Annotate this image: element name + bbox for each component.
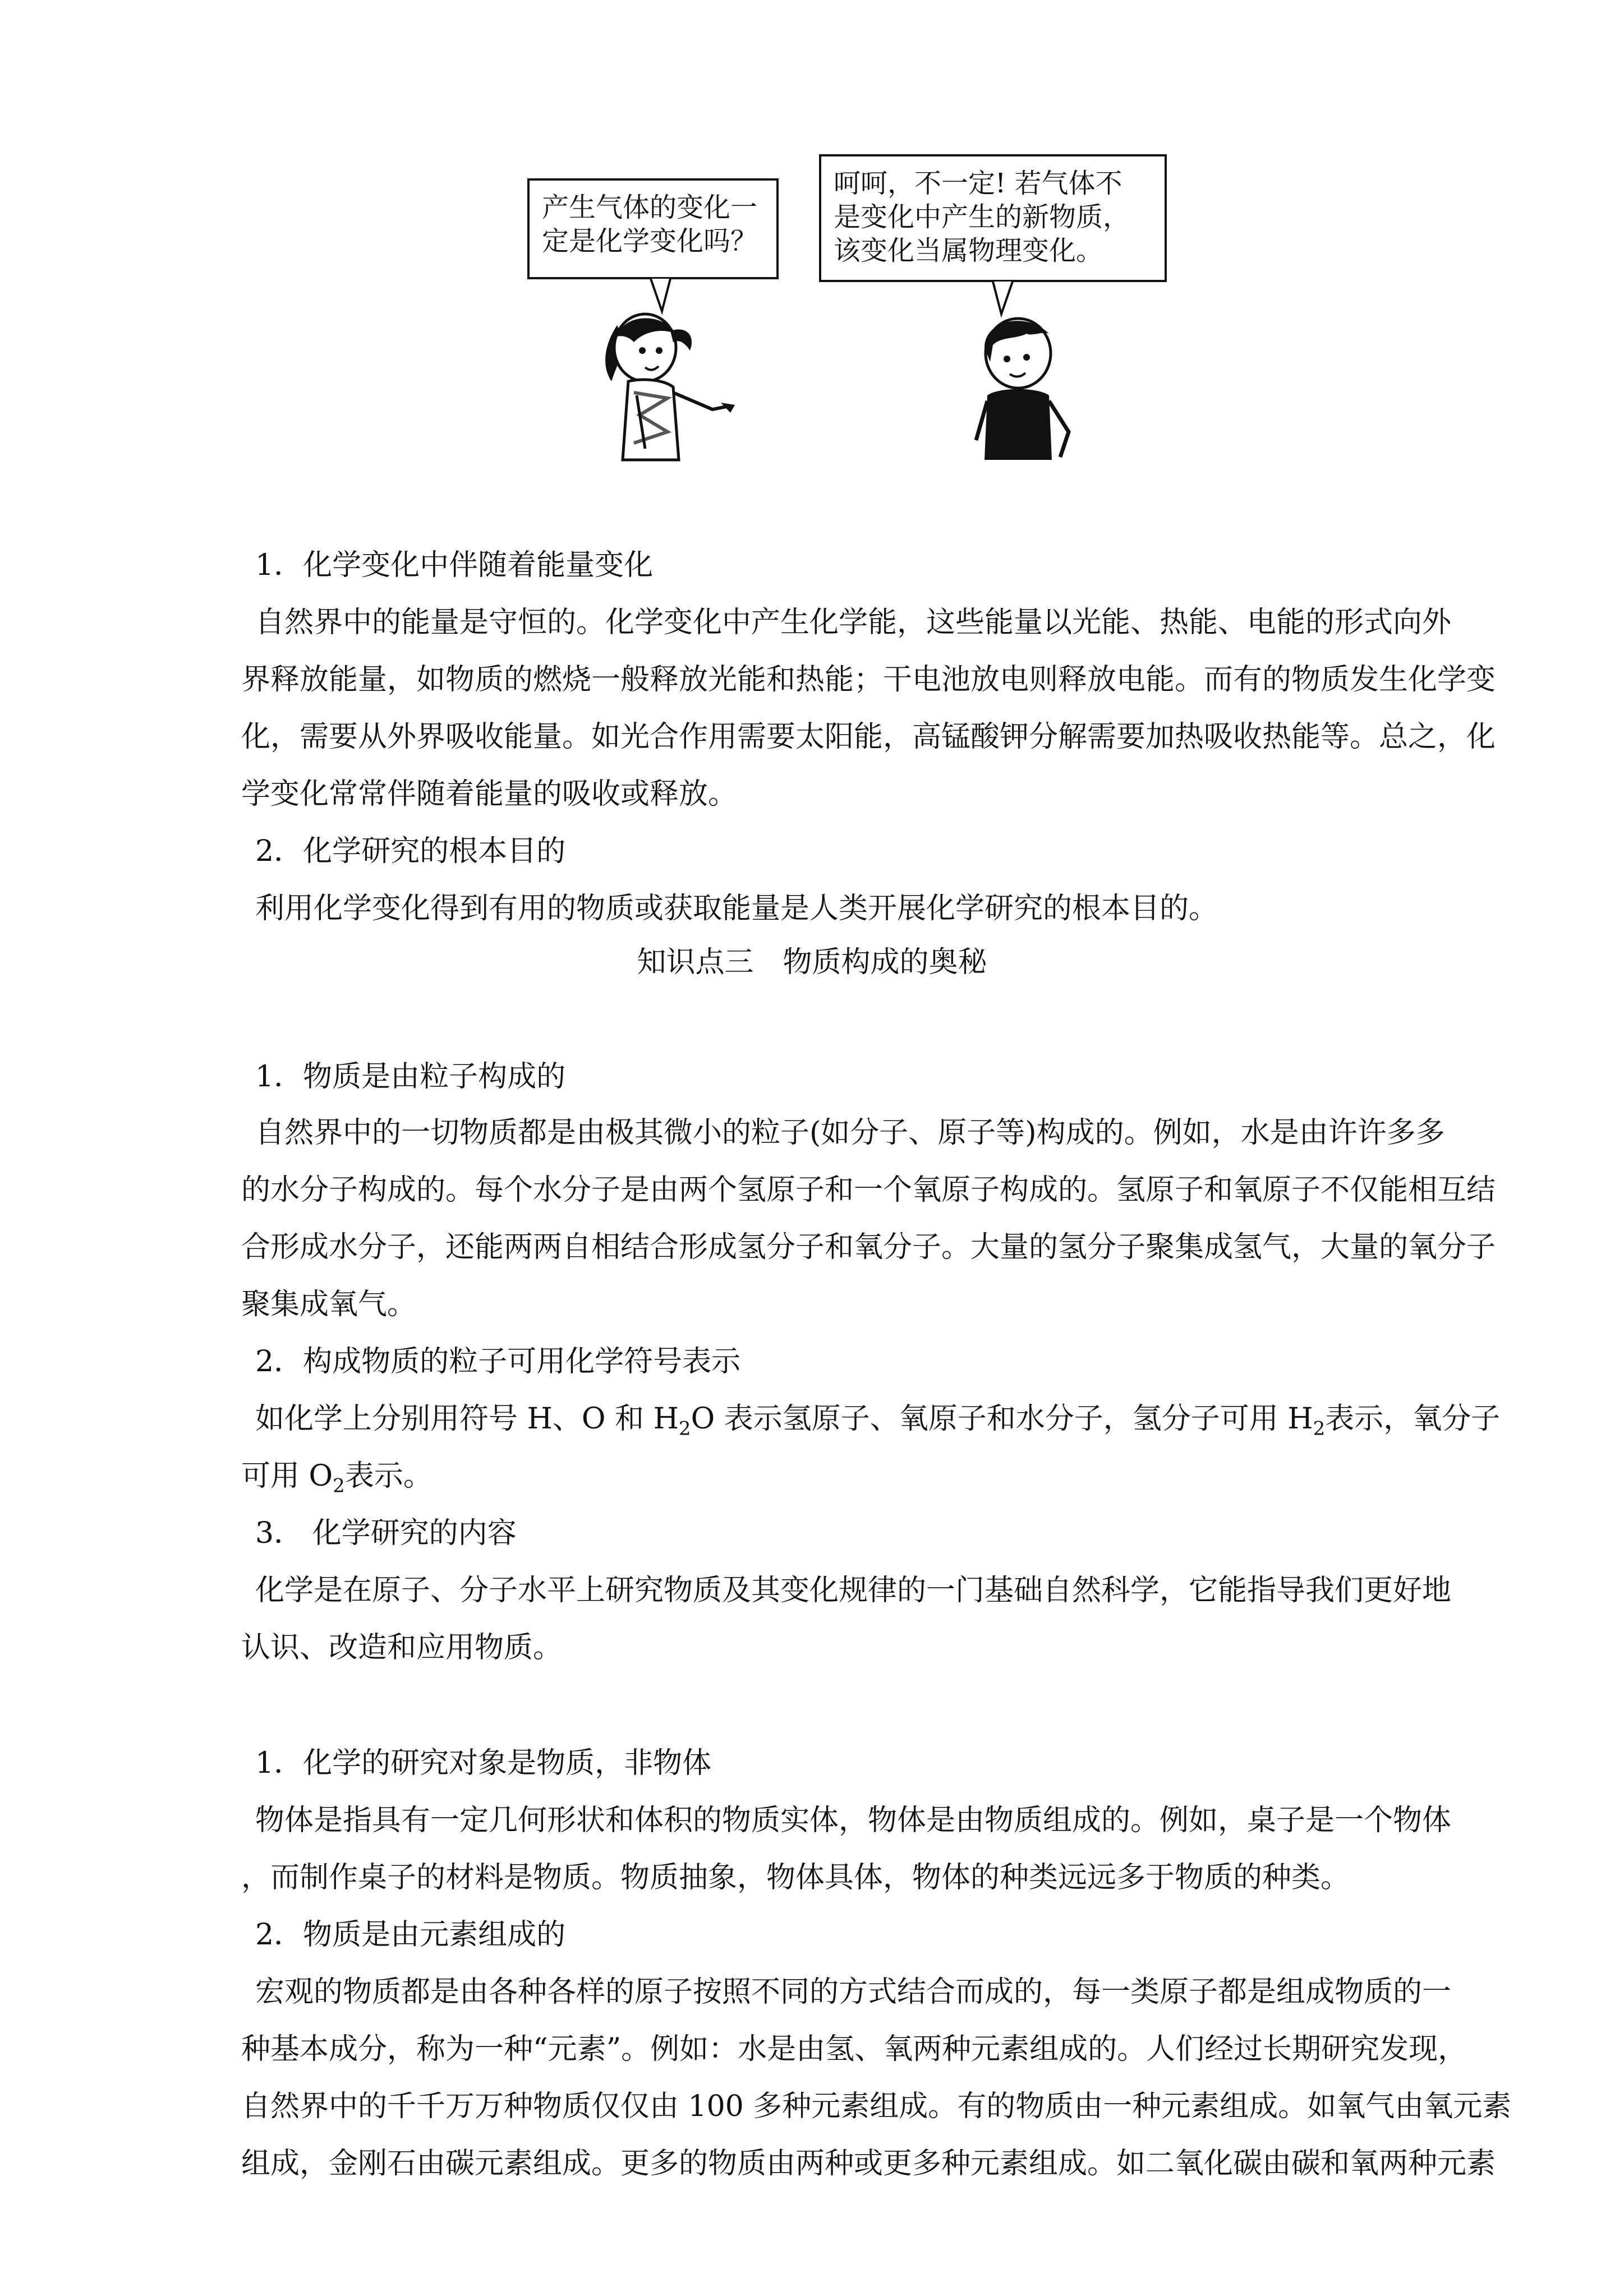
paragraph-line: 种基本成分，称为一种“元素”。例如：水是由氢、氧两种元素组成的。人们经过长期研究发现， xyxy=(241,2032,1467,2066)
paragraph-line: 自然界中的一切物质都是由极其微小的粒子(如分子、原子等)构成的。例如，水是由许许多多 xyxy=(255,1116,1445,1150)
paragraph-line: 物体是指具有一定几何形状和体积的物质实体，物体是由物质组成的。例如，桌子是一个物体 xyxy=(255,1804,1452,1837)
girl-figure-icon xyxy=(583,303,752,465)
heading-chemical-symbols: 2．构成物质的粒子可用化学符号表示 xyxy=(255,1345,741,1378)
paragraph-line: 如化学上分别用符号 H、O 和 $H_2O$ 表示氢原子、氧原子和水分子，氢分子可用 $H_2$表示，氧分子 xyxy=(255,1402,1501,1440)
boy-speech-bubble: 呵呵，不一定! 若气体不 是变化中产生的新物质， 该变化当属物理变化。 xyxy=(819,154,1167,282)
paragraph-line: 可用 $O_2$表示。 xyxy=(241,1459,433,1497)
heading-particles: 1．物质是由粒子构成的 xyxy=(255,1060,566,1094)
girl-speech-bubble: 产生气体的变化一 定是化学变化吗？ xyxy=(527,178,779,279)
heading-matter-vs-object: 1．化学的研究对象是物质，非物体 xyxy=(255,1746,712,1780)
paragraph-line: 的水分子构成的。每个水分子是由两个氢原子和一个氧原子构成的。氢原子和氧原子不仅能相互结 xyxy=(241,1173,1496,1207)
paragraph-line: 自然界中的能量是守恒的。化学变化中产生化学能，这些能量以光能、热能、电能的形式向外 xyxy=(255,606,1452,639)
heading-elements: 2．物质是由元素组成的 xyxy=(255,1918,566,1952)
boy-figure-icon xyxy=(954,311,1083,465)
paragraph-line: ，而制作桌子的材料是物质。物质抽象，物体具体，物体的种类远远多于物质的种类。 xyxy=(241,1861,1350,1894)
paragraph-line: 组成，金刚石由碳元素组成。更多的物质由两种或更多种元素组成。如二氧化碳由碳和氧两种元素 xyxy=(241,2147,1496,2180)
paragraph-line: 界释放能量，如物质的燃烧一般释放光能和热能；干电池放电则释放电能。而有的物质发生化学变 xyxy=(241,663,1496,697)
heading-research-purpose: 2．化学研究的根本目的 xyxy=(255,835,566,868)
heading-research-content: 3． 化学研究的内容 xyxy=(255,1516,517,1550)
heading-energy-change: 1．化学变化中伴随着能量变化 xyxy=(255,548,654,582)
paragraph-line: 合形成水分子，还能两两自相结合形成氢分子和氧分子。大量的氢分子聚集成氢气，大量的氧分子 xyxy=(241,1230,1496,1264)
paragraph-line: 宏观的物质都是由各种各样的原子按照不同的方式结合而成的，每一类原子都是组成物质的一 xyxy=(255,1975,1452,2009)
paragraph-line: 化，需要从外界吸收能量。如光合作用需要太阳能，高锰酸钾分解需要加热吸收热能等。总之，化 xyxy=(241,720,1496,754)
paragraph-line: 聚集成氧气。 xyxy=(241,1288,417,1321)
paragraph-line: 化学是在原子、分子水平上研究物质及其变化规律的一门基础自然科学，它能指导我们更好地 xyxy=(255,1574,1452,1607)
paragraph-line: 认识、改造和应用物质。 xyxy=(241,1631,563,1665)
paragraph-line: 利用化学变化得到有用的物质或获取能量是人类开展化学研究的根本目的。 xyxy=(255,892,1218,925)
paragraph-line: 学变化常常伴随着能量的吸收或释放。 xyxy=(241,777,738,811)
section-title: 知识点三 物质构成的奥秘 xyxy=(637,946,987,979)
paragraph-line: 自然界中的千千万万种物质仅仅由 100 多种元素组成。有的物质由一种元素组成。如氧气由氧元素 xyxy=(241,2090,1512,2123)
